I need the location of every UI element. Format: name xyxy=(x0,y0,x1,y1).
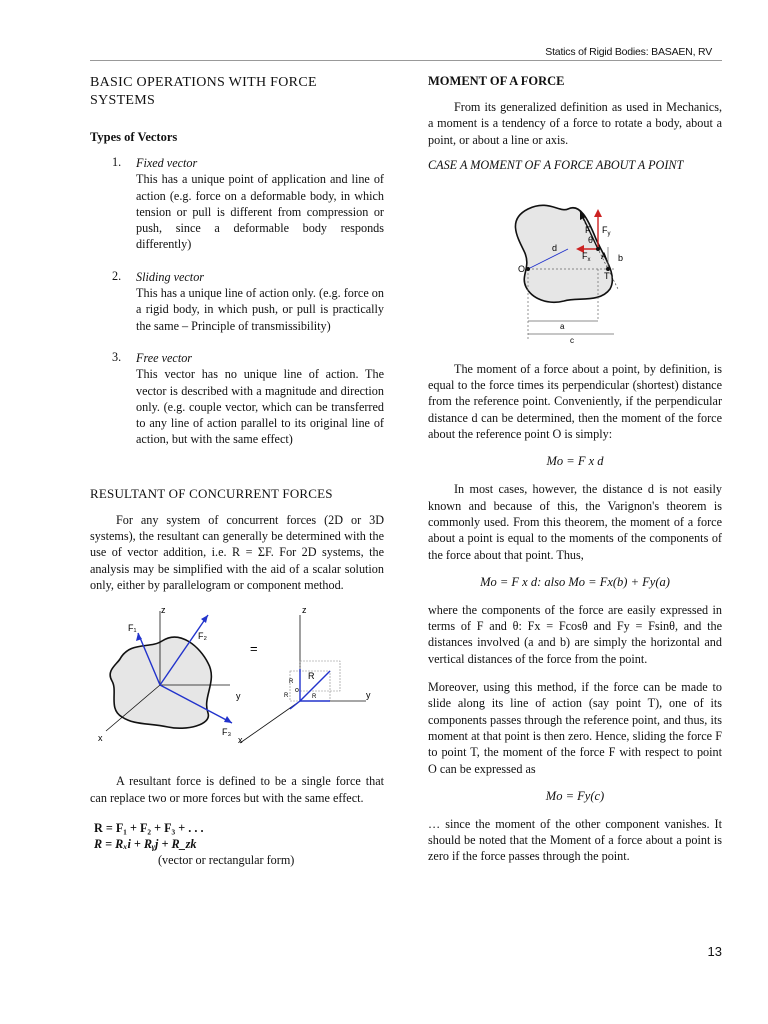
moment-heading: MOMENT OF A FORCE xyxy=(428,74,565,88)
equation-mo-fyc: Mo = Fy(c) xyxy=(545,788,605,803)
vector-type-description: This vector has no unique line of action. The vector is described with a magnitude and direction only. (e.g. couple vector, which can be transferred to any line of action parallel to its original line of action, but with the same effect) xyxy=(136,367,384,447)
label-b: b xyxy=(618,252,624,263)
label-c: c xyxy=(570,335,574,345)
formula-sum: R = F₁ + F₂ + F₃ + . . . xyxy=(94,820,204,835)
running-header: Statics of Rigid Bodies: BASAEN, RV xyxy=(545,46,712,58)
arrowhead-icon xyxy=(201,615,208,623)
formula-vector: R = Rₓi + Rᵧj + R_zk xyxy=(94,837,197,852)
point-a xyxy=(596,247,600,251)
label-point-o: O xyxy=(518,263,526,274)
page-number: 13 xyxy=(707,944,722,959)
vector-type-title: Sliding vector xyxy=(136,269,205,284)
vector-type-title: Free vector xyxy=(136,350,193,365)
fig1-x-label: x xyxy=(98,733,103,744)
fig2-rx-label: R xyxy=(284,693,289,700)
left-column xyxy=(90,74,384,869)
label-fx: $F_x$ xyxy=(582,250,591,263)
vector-type-title: Fixed vector xyxy=(136,156,198,170)
equation-varignon: Mo = F x d: also Mo = Fx(b) + Fy(a) xyxy=(480,574,670,589)
label-a: a xyxy=(560,321,565,331)
header-rule xyxy=(90,60,722,61)
fig1-f1-label: F₁ xyxy=(128,623,137,634)
list-number: 3. xyxy=(112,349,122,364)
moment-figure xyxy=(428,179,722,349)
equals-sign: = xyxy=(250,641,258,657)
label-f: F xyxy=(585,224,591,235)
right-column xyxy=(428,74,722,865)
fig2-r-label: R xyxy=(308,671,315,682)
fig2-ry-label: R xyxy=(312,694,317,701)
x-axis-3d xyxy=(238,701,300,746)
label-d: d xyxy=(552,242,558,253)
types-of-vectors-heading: Types of Vectors xyxy=(90,130,178,144)
fig2-rz-label: R xyxy=(289,679,294,686)
vector-type-sliding xyxy=(90,269,384,334)
arrowhead-icon xyxy=(594,209,602,217)
moment-paragraph-1: The moment of a force about a point, by definition, is equal to the force times its perpendicular (shortest) distance from the reference point. Conveniently, if the perpendicular distance d can be determined, then the moment of the force about the reference point O is simply: xyxy=(428,361,722,442)
fig2-origin-label: o xyxy=(295,687,299,695)
moment-paragraph-4: Moreover, using this method, if the force can be made to slide along its line of action (say point T), one of its components passes through the reference point, and thus, its moment at that point is then zero. Hence, sliding the force F to point T, the moment of the force F with respect to point O can be expressed as xyxy=(428,680,722,776)
point-o xyxy=(526,267,530,271)
list-number: 1. xyxy=(112,155,122,169)
resultant-paragraph: For any system of concurrent forces (2D or 3D systems), the resultant can generally be determined with the use of vector addition, i.e. R = ΣF. For 2D systems, the analysis may be simplified with the aid of a scalar solution only, either by parallelogram or component method. xyxy=(90,512,384,592)
formula-note: (vector or rectangular form) xyxy=(158,853,295,868)
vector-type-fixed xyxy=(90,155,384,253)
moment-paragraph-5: … since the moment of the other component vanishes. It should be noted that the Moment of a force about a point is zero if the force passes through the point. xyxy=(428,816,722,864)
fig2-z-label: z xyxy=(302,605,307,616)
label-fy: $F_y$ xyxy=(602,224,611,237)
fig2-y-label: y xyxy=(366,690,371,701)
rx-arrow xyxy=(290,701,300,709)
moment-paragraph-3: where the components of the force are easily expressed in terms of F and θ: Fx = Fcosθ and Fy = Fsinθ, and the distances involved (a and b) are simply the horizontal and vertical distances of the force from the point. xyxy=(428,602,722,666)
fig1-y-label: y xyxy=(236,691,241,702)
moment-paragraph-2: In most cases, however, the distance d is not easily known and because of this, the Varignon's theorem is commonly used. From this theorem, the moment of a force about a point is equal to the moments of the components of the force about that point. Thus, xyxy=(428,482,722,562)
fig1-f3-label: F₃ xyxy=(222,727,232,738)
label-theta: θ xyxy=(588,234,594,245)
section-title-basic-operations: BASIC OPERATIONS WITH FORCE SYSTEMS xyxy=(90,75,317,108)
concurrent-forces-figure xyxy=(90,601,384,751)
vector-type-description: This has a unique point of application and line of action (e.g. force on a deformable body, in which tension or pull is different from compression or push, since a deformable body responds differently) xyxy=(136,172,384,252)
fig1-z-label: z xyxy=(161,605,166,616)
equation-mo-fd: Mo = F x d xyxy=(546,454,604,469)
list-number: 2. xyxy=(112,268,122,283)
vector-type-description: This has a unique line of action only. (e.g. force on a rigid body, in which push, or pull is practically the same – Principle of transmissibility) xyxy=(136,286,384,333)
resultant-heading: RESULTANT OF CONCURRENT FORCES xyxy=(90,485,333,501)
resultant-definition: A resultant force is defined to be a single force that can replace two or more forces but with the same effect. xyxy=(90,774,384,805)
fig1-f2-label: F₂ xyxy=(198,631,207,642)
vector-type-free xyxy=(90,350,384,448)
fig2-x-label: x xyxy=(238,735,243,746)
case-a-heading: CASE A MOMENT OF A FORCE ABOUT A POINT xyxy=(428,157,684,172)
label-point-t: T xyxy=(604,270,610,281)
component-box-back xyxy=(300,661,340,691)
moment-definition: From its generalized definition as used in Mechanics, a moment is a tendency of a force to rotate a body, about a point, or about a line or axis. xyxy=(428,100,722,147)
label-point-a: A xyxy=(601,250,608,261)
